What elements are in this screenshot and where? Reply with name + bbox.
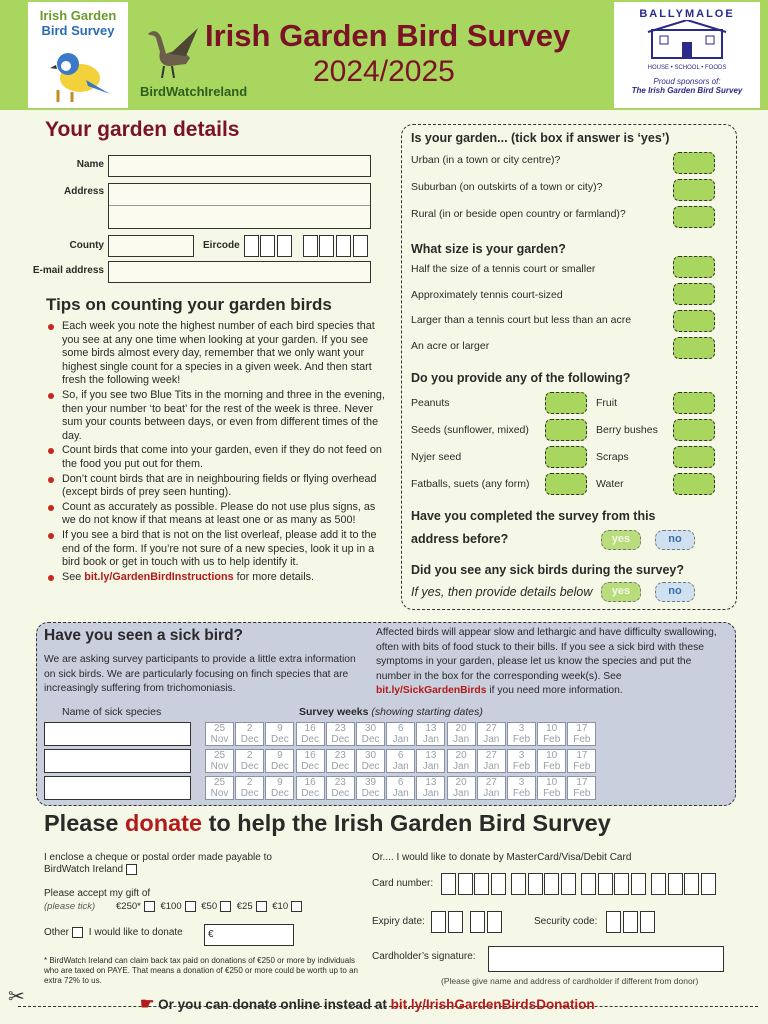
logo-title-line2: Bird Survey xyxy=(41,23,115,38)
week-month: Feb xyxy=(543,734,561,745)
week-cell[interactable] xyxy=(537,722,566,746)
week-day: 17 xyxy=(576,777,588,788)
county-field[interactable] xyxy=(108,235,194,257)
garden-size-checkbox[interactable] xyxy=(673,310,715,332)
week-day: 2 xyxy=(246,750,253,761)
garden-type-option: Rural (in or beside open country or farmland)? xyxy=(411,208,626,220)
week-month: Feb xyxy=(543,788,561,799)
house-icon xyxy=(642,20,732,60)
donate-heading-post: to help the Irish Garden Bird Survey xyxy=(202,810,611,836)
card-digit-box[interactable] xyxy=(701,873,716,895)
species-label: Name of sick species xyxy=(62,706,162,718)
week-cell[interactable] xyxy=(386,722,415,746)
other-amount-field[interactable] xyxy=(204,924,294,946)
card-digit-box[interactable] xyxy=(511,873,526,895)
provide-checkbox[interactable] xyxy=(545,392,587,414)
week-cell[interactable] xyxy=(356,722,385,746)
week-month: Feb xyxy=(543,761,561,772)
card-digit-box[interactable] xyxy=(561,873,576,895)
week-day: 10 xyxy=(546,777,558,788)
week-month: Jan xyxy=(453,788,470,799)
card-digit-box[interactable] xyxy=(441,873,456,895)
week-month: Dec xyxy=(301,761,319,772)
eircode-label: Eircode xyxy=(203,240,240,251)
week-day: 27 xyxy=(485,777,497,788)
week-cell[interactable] xyxy=(326,722,355,746)
sponsor-caption-1: Proud sponsors of: xyxy=(653,77,721,86)
cheque-label: I enclose a cheque or postal order made payable to BirdWatch Ireland xyxy=(44,852,272,876)
week-cell[interactable] xyxy=(477,722,506,746)
week-cell[interactable] xyxy=(477,749,506,773)
signature-field[interactable] xyxy=(488,946,724,972)
week-day: 10 xyxy=(546,723,558,734)
page-title: Irish Garden Bird Survey xyxy=(205,18,571,53)
garden-size-checkbox[interactable] xyxy=(673,283,715,305)
week-day: 3 xyxy=(518,723,525,734)
sick-bird-suffix: if you need more information. xyxy=(486,685,623,696)
provide-option: Scraps xyxy=(596,451,629,463)
cheque-text xyxy=(44,852,294,876)
week-month: Jan xyxy=(392,734,409,745)
week-cell[interactable] xyxy=(416,722,445,746)
week-cell[interactable] xyxy=(265,722,294,746)
weeks-note: (showing starting dates) xyxy=(371,706,483,718)
provide-checkbox[interactable] xyxy=(673,473,715,495)
eircode-box[interactable] xyxy=(244,235,259,257)
week-cell[interactable] xyxy=(356,776,385,800)
security-box[interactable] xyxy=(606,911,621,933)
sick-species-field[interactable] xyxy=(44,722,191,746)
sick-bird-right-text xyxy=(376,626,728,699)
week-cell[interactable] xyxy=(567,776,596,800)
provide-option: Water xyxy=(596,478,624,490)
garden-size-option: Larger than a tennis court but less than an acre xyxy=(411,314,632,326)
expiry-box[interactable] xyxy=(448,911,463,933)
week-day: 9 xyxy=(277,777,283,788)
expiry-box[interactable] xyxy=(470,911,485,933)
week-cell[interactable] xyxy=(386,749,415,773)
week-cell[interactable] xyxy=(265,776,294,800)
address-field[interactable] xyxy=(108,183,371,229)
card-digit-box[interactable] xyxy=(684,873,699,895)
other-checkbox[interactable] xyxy=(72,927,83,938)
week-month: Feb xyxy=(512,761,531,772)
scissors-icon: ✂ xyxy=(8,986,25,1008)
week-day: 30 xyxy=(364,750,377,761)
survey-logo xyxy=(28,2,128,108)
amount-50: €50 xyxy=(201,901,218,913)
tip-item: So, if you see two Blue Tits in the morning and three in the evening, then your number ‘to beat’ for the rest of the week is three. Never sum your counts between days, or even from different times of the day. xyxy=(46,389,391,443)
week-cell[interactable] xyxy=(447,722,476,746)
online-donate xyxy=(140,994,595,1014)
card-digit-box[interactable] xyxy=(614,873,629,895)
security-box[interactable] xyxy=(640,911,655,933)
week-month: Dec xyxy=(331,734,350,745)
card-digit-box[interactable] xyxy=(491,873,506,895)
provide-checkbox[interactable] xyxy=(545,473,587,495)
week-cell[interactable] xyxy=(537,749,566,773)
provide-option: Berry bushes xyxy=(596,424,658,436)
completed-question-2: address before? xyxy=(411,532,509,546)
week-month: Jan xyxy=(453,734,470,745)
week-cell[interactable] xyxy=(235,776,264,800)
sick-yes[interactable]: yes xyxy=(601,582,641,602)
week-month: Feb xyxy=(573,761,591,772)
garden-type-option: Suburban (on outskirts of a town or city)? xyxy=(411,181,603,193)
security-box[interactable] xyxy=(623,911,638,933)
week-day: 17 xyxy=(576,723,588,734)
tips-list xyxy=(46,320,391,585)
week-month: Dec xyxy=(240,734,259,745)
week-month: Nov xyxy=(210,788,229,799)
week-day: 25 xyxy=(213,723,226,734)
week-cell[interactable] xyxy=(477,776,506,800)
provide-checkbox[interactable] xyxy=(545,446,587,468)
gift-tick-note: (please tick) xyxy=(44,901,96,912)
week-cell[interactable] xyxy=(205,722,234,746)
other-label: Other xyxy=(44,927,70,939)
instructions-link[interactable]: bit.ly/GardenBirdInstructions xyxy=(84,570,234,583)
tip-link-prefix: See xyxy=(62,570,85,583)
tip-item: Don’t count birds that are in neighbouring fields or flying overhead (except birds of prey seen hunting). xyxy=(46,473,391,500)
completed-no[interactable]: no xyxy=(655,530,695,550)
week-month: Dec xyxy=(361,761,380,772)
address-divider xyxy=(109,205,370,206)
week-day: 23 xyxy=(334,750,346,761)
sponsor-caption-2: The Irish Garden Bird Survey xyxy=(631,86,743,95)
expiry-box[interactable] xyxy=(487,911,502,933)
email-field[interactable] xyxy=(108,261,371,283)
garden-size-option: An acre or larger xyxy=(411,340,490,352)
goose-icon xyxy=(140,24,200,80)
provide-option: Seeds (sunflower, mixed) xyxy=(411,424,529,436)
security-label: Security code: xyxy=(534,916,598,927)
donation-link[interactable]: bit.ly/IrishGardenBirdsDonation xyxy=(390,997,595,1012)
donate-heading-pre: Please xyxy=(44,810,126,836)
tip-item-link xyxy=(46,571,391,585)
provide-option: Fruit xyxy=(596,397,617,409)
gift-amounts xyxy=(116,901,305,912)
signature-label: Cardholder’s signature: xyxy=(372,951,476,962)
tip-item: Each week you note the highest number of each bird species that you see at any one time when looking at your garden. If you see some birds almost every day, remember that we only want your highest single count for a species in a given week. And then start fresh the following week! xyxy=(46,320,391,388)
week-cell[interactable] xyxy=(326,776,355,800)
week-cell[interactable] xyxy=(416,749,445,773)
week-month: Dec xyxy=(331,788,350,799)
week-day: 13 xyxy=(425,723,437,734)
week-day: 17 xyxy=(576,750,588,761)
gift-label: Please accept my gift of xyxy=(44,888,151,899)
eircode-box[interactable] xyxy=(319,235,334,257)
week-cell[interactable] xyxy=(567,749,596,773)
week-month: Jan xyxy=(422,761,439,772)
tip-item: Count birds that come into your garden, even if they do not feed on the food you put out for them. xyxy=(46,444,391,471)
week-cell[interactable] xyxy=(507,749,536,773)
week-month: Jan xyxy=(422,734,439,745)
week-month: Nov xyxy=(210,734,229,745)
week-month: Jan xyxy=(483,734,500,745)
week-day: 9 xyxy=(277,723,283,734)
week-month: Feb xyxy=(512,734,531,745)
week-month: Feb xyxy=(573,788,591,799)
week-day: 16 xyxy=(304,723,316,734)
week-cell[interactable] xyxy=(265,749,294,773)
card-number-label: Card number: xyxy=(372,878,434,889)
address-label: Address xyxy=(63,186,104,197)
week-month: Feb xyxy=(573,734,591,745)
amount-100-checkbox[interactable] xyxy=(185,901,196,912)
week-day: 23 xyxy=(334,723,346,734)
week-day: 20 xyxy=(455,723,467,734)
garden-type-checkbox[interactable] xyxy=(673,206,715,228)
week-day: 13 xyxy=(425,777,437,788)
week-day: 23 xyxy=(334,777,346,788)
amount-25: €25 xyxy=(236,901,253,913)
amount-10: €10 xyxy=(272,901,289,913)
expiry-label: Expiry date: xyxy=(372,916,425,927)
garden-size-option: Approximately tennis court-sized xyxy=(411,289,563,301)
week-month: Dec xyxy=(331,761,350,772)
tax-note: * BirdWatch Ireland can claim back tax paid on donations of €250 or more by individuals who are taxed on PAYE. That means a donation of €250 or more could be worth up to an extra 72% to us. xyxy=(44,956,358,985)
sick-bird-left-text: We are asking survey participants to provide a little extra information on sick birds. We are particularly focusing on finch species that are increasingly suffering from trichomoniasis. xyxy=(44,654,356,694)
sick-bird-description: Affected birds will appear slow and lethargic and have difficulty swallowing, often with bits of food stuck to their bills. If you see a sick bird with these symptoms in your garden, please let us know the species and put the number in the box for the corresponding week(s). See xyxy=(376,627,717,682)
weeks-label xyxy=(299,706,483,718)
week-day: 6 xyxy=(397,750,404,761)
week-cell[interactable] xyxy=(537,776,566,800)
week-month: Dec xyxy=(270,788,289,799)
week-cell[interactable] xyxy=(296,749,325,773)
card-heading: Or.... I would like to donate by MasterCard/Visa/Debit Card xyxy=(372,852,632,863)
week-day: 10 xyxy=(546,750,558,761)
donate-heading xyxy=(44,810,611,837)
name-label: Name xyxy=(76,159,104,170)
week-grid xyxy=(205,722,595,801)
donate-heading-red: donate xyxy=(125,810,203,836)
provide-option: Fatballs, suets (any form) xyxy=(411,478,530,490)
week-day: 39 xyxy=(364,777,377,788)
garden-size-checkbox[interactable] xyxy=(673,337,715,359)
birdwatch-logo-text: BirdWatchIreland xyxy=(140,84,248,99)
sponsor-sub: HOUSE • SCHOOL • FOODS xyxy=(647,65,727,71)
provide-checkbox[interactable] xyxy=(545,419,587,441)
week-day: 25 xyxy=(213,750,226,761)
week-cell[interactable] xyxy=(205,749,234,773)
amount-250: €250* xyxy=(116,901,141,913)
sick-species-field[interactable] xyxy=(44,776,191,800)
week-cell[interactable] xyxy=(567,722,596,746)
week-day: 20 xyxy=(455,777,467,788)
sponsor-logo xyxy=(614,2,760,108)
week-month: Feb xyxy=(512,788,531,799)
week-day: 16 xyxy=(304,777,316,788)
garden-type-checkbox[interactable] xyxy=(673,179,715,201)
amount-250-checkbox[interactable] xyxy=(144,901,155,912)
garden-size-checkbox[interactable] xyxy=(673,256,715,278)
week-month: Jan xyxy=(483,788,500,799)
eircode-box[interactable] xyxy=(277,235,292,257)
week-cell[interactable] xyxy=(447,776,476,800)
card-digit-box[interactable] xyxy=(631,873,646,895)
sick-species-field[interactable] xyxy=(44,749,191,773)
week-month: Dec xyxy=(301,734,319,745)
logo-title-line1: Irish Garden xyxy=(39,8,117,23)
garden-size-option: Half the size of a tennis court or smaller xyxy=(411,263,596,275)
week-cell[interactable] xyxy=(447,749,476,773)
week-day: 30 xyxy=(364,723,377,734)
provide-option: Nyjer seed xyxy=(411,451,462,463)
card-digit-box[interactable] xyxy=(474,873,489,895)
sick-birds-link[interactable]: bit.ly/SickGardenBirds xyxy=(376,685,487,696)
card-digit-box[interactable] xyxy=(581,873,596,895)
week-cell[interactable] xyxy=(235,722,264,746)
card-digit-box[interactable] xyxy=(598,873,613,895)
sick-question: Did you see any sick birds during the survey? xyxy=(411,563,684,577)
other-row xyxy=(44,927,183,938)
sick-no[interactable]: no xyxy=(655,582,695,602)
week-cell[interactable] xyxy=(416,776,445,800)
week-day: 27 xyxy=(485,750,497,761)
tip-item: If you see a bird that is not on the list overleaf, please add it to the end of the form. If you’re not sure of a new species, look it up in a bird book or get in touch with us to help identify it. xyxy=(46,529,391,570)
week-day: 6 xyxy=(397,777,404,788)
garden-type-heading: Is your garden... (tick box if answer is ‘yes’) xyxy=(411,131,670,145)
week-cell[interactable] xyxy=(507,776,536,800)
week-month: Jan xyxy=(392,761,409,772)
eircode-box[interactable] xyxy=(336,235,351,257)
card-digit-box[interactable] xyxy=(544,873,559,895)
tip-link-suffix: for more details. xyxy=(233,570,315,583)
eircode-box[interactable] xyxy=(260,235,275,257)
amount-100: €100 xyxy=(160,901,182,913)
card-digit-box[interactable] xyxy=(668,873,683,895)
week-month: Nov xyxy=(210,761,229,772)
cheque-checkbox[interactable] xyxy=(126,864,137,875)
completed-yes[interactable]: yes xyxy=(601,530,641,550)
week-cell[interactable] xyxy=(235,749,264,773)
amount-25-checkbox[interactable] xyxy=(256,901,267,912)
provide-checkbox[interactable] xyxy=(673,419,715,441)
week-day: 25 xyxy=(213,777,226,788)
blue-tit-icon xyxy=(28,38,128,104)
week-month: Dec xyxy=(301,788,319,799)
week-day: 3 xyxy=(518,750,525,761)
week-day: 27 xyxy=(485,723,497,734)
name-field[interactable] xyxy=(108,155,371,177)
amount-50-checkbox[interactable] xyxy=(220,901,231,912)
week-cell[interactable] xyxy=(356,749,385,773)
week-cell[interactable] xyxy=(326,749,355,773)
amount-10-checkbox[interactable] xyxy=(291,901,302,912)
like-label: I would like to donate xyxy=(88,927,183,939)
eircode-box[interactable] xyxy=(353,235,368,257)
garden-type-option: Urban (in a town or city centre)? xyxy=(411,154,561,166)
week-month: Jan xyxy=(422,788,439,799)
tips-heading: Tips on counting your garden birds xyxy=(46,295,332,314)
card-digit-box[interactable] xyxy=(458,873,473,895)
provide-checkbox[interactable] xyxy=(673,446,715,468)
survey-year: 2024/2025 xyxy=(313,55,455,88)
week-cell[interactable] xyxy=(507,722,536,746)
county-label: County xyxy=(69,240,104,251)
signature-note: (Please give name and address of cardholder if different from donor) xyxy=(441,976,699,986)
sick-bird-heading: Have you seen a sick bird? xyxy=(44,627,244,644)
eircode-box[interactable] xyxy=(303,235,318,257)
week-month: Jan xyxy=(392,788,409,799)
euro-symbol: € xyxy=(208,929,214,940)
week-day: 2 xyxy=(246,777,253,788)
email-label: E-mail address xyxy=(32,265,104,276)
provide-checkbox[interactable] xyxy=(673,392,715,414)
week-cell[interactable] xyxy=(296,722,325,746)
week-month: Dec xyxy=(361,734,380,745)
weeks-label-text: Survey weeks xyxy=(299,706,369,718)
week-cell[interactable] xyxy=(205,776,234,800)
week-month: Jan xyxy=(483,761,500,772)
week-cell[interactable] xyxy=(296,776,325,800)
week-month: Dec xyxy=(270,734,289,745)
week-day: 16 xyxy=(304,750,316,761)
week-day: 6 xyxy=(397,723,404,734)
provide-heading: Do you provide any of the following? xyxy=(411,371,631,385)
tip-item: Count as accurately as possible. Please do not use plus signs, as we do not know if that means at least one or as many as 500! xyxy=(46,501,391,528)
week-day: 9 xyxy=(277,750,283,761)
pointing-hand-icon: ☛ xyxy=(140,996,155,1013)
week-month: Dec xyxy=(361,788,380,799)
expiry-box[interactable] xyxy=(431,911,446,933)
online-text: Or you can donate online instead at xyxy=(158,997,391,1012)
week-cell[interactable] xyxy=(386,776,415,800)
sick-question-sub: If yes, then provide details below xyxy=(411,585,593,599)
week-month: Dec xyxy=(240,788,259,799)
completed-question: Have you completed the survey from this xyxy=(411,509,656,523)
week-month: Jan xyxy=(453,761,470,772)
card-digit-box[interactable] xyxy=(528,873,543,895)
week-day: 3 xyxy=(518,777,525,788)
provide-option: Peanuts xyxy=(411,397,450,409)
week-month: Dec xyxy=(240,761,259,772)
garden-type-checkbox[interactable] xyxy=(673,152,715,174)
sponsor-name: BALLYMALOE xyxy=(639,8,735,20)
week-day: 20 xyxy=(455,750,467,761)
garden-size-heading: What size is your garden? xyxy=(411,242,566,256)
garden-details-heading: Your garden details xyxy=(45,118,240,141)
card-digit-box[interactable] xyxy=(651,873,666,895)
week-month: Dec xyxy=(270,761,289,772)
week-day: 2 xyxy=(246,723,253,734)
week-day: 13 xyxy=(425,750,437,761)
card-number-boxes xyxy=(441,873,725,897)
